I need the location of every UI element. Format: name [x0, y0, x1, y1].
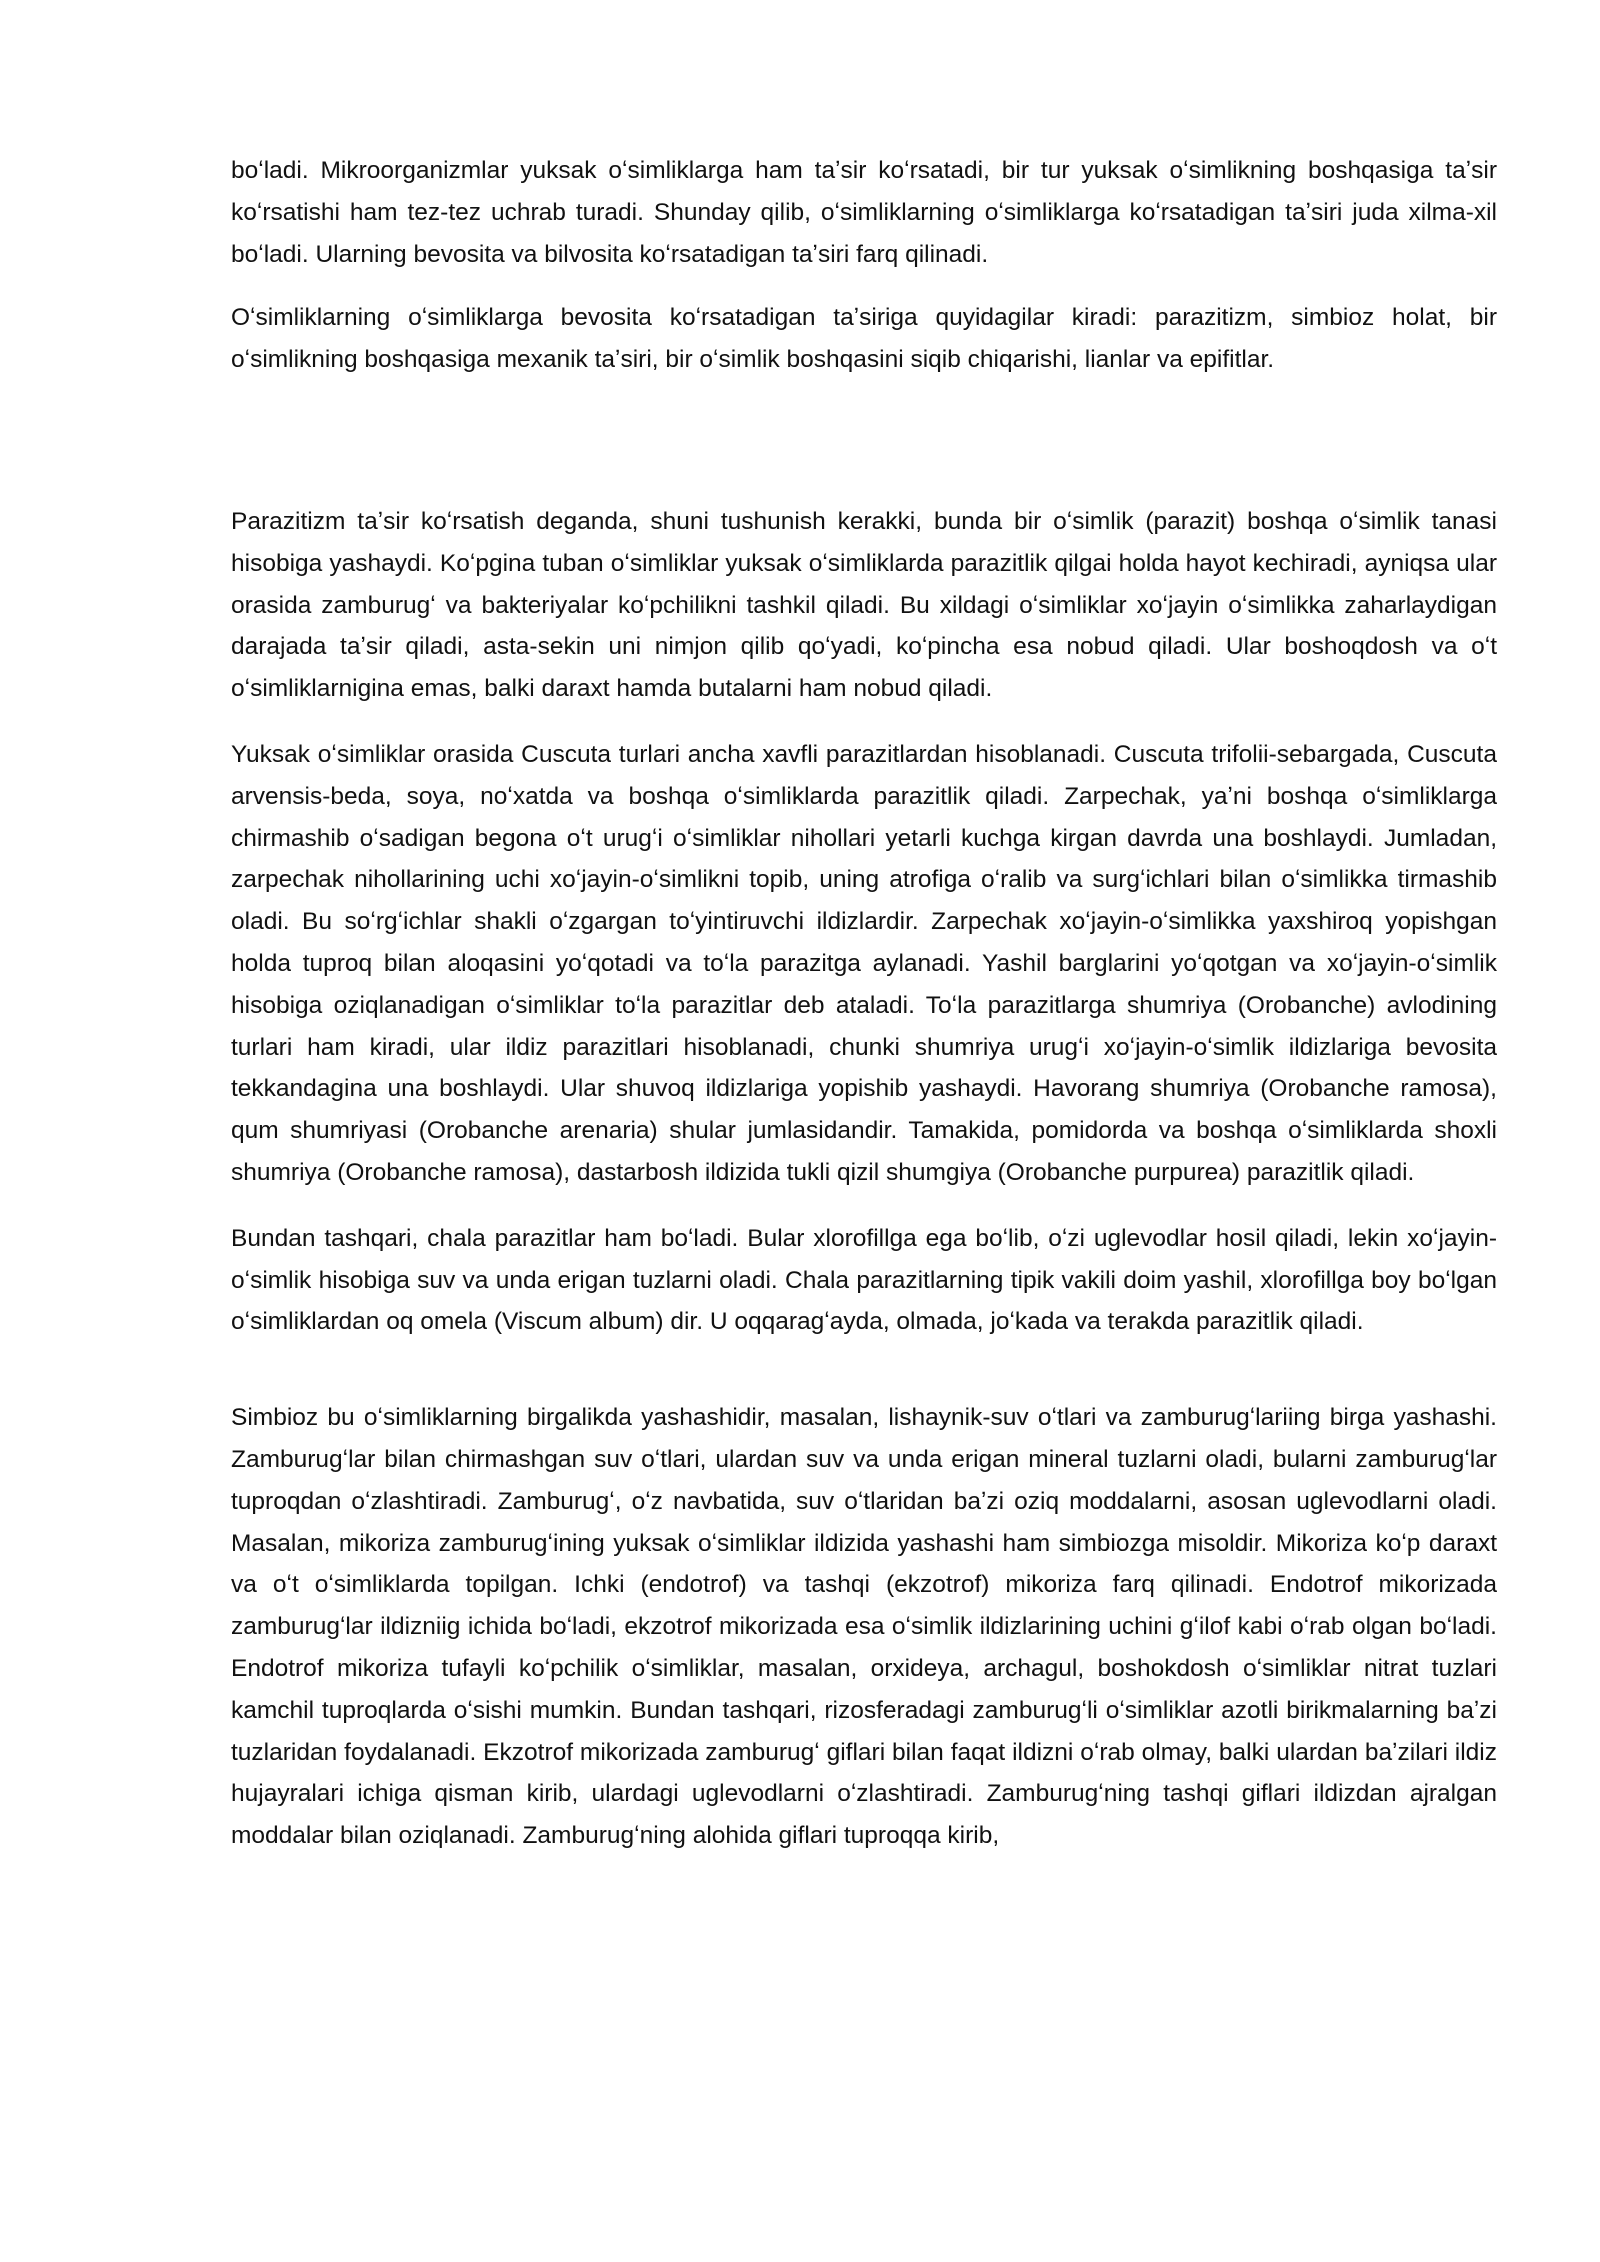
- paragraph-intro: boʻladi. Mikroorganizmlar yuksak oʻsimliklarga ham taʼsir koʻrsatadi, bir tur yuksak oʻsimlikning boshqasiga taʼsir koʻrsatishi ham tez-tez uchrab turadi. Shunday qilib, oʻsimliklarning oʻsimliklarga koʻrsatadigan taʼsiri juda xilma-xil boʻladi. Ularning bevosita va bilvosita koʻrsatadigan taʼsiri farq qilinadi.: [231, 157, 1497, 268]
- paragraph-direct-influence: Oʻsimliklarning oʻsimliklarga bevosita koʻrsatadigan taʼsiriga quyidagilar kiradi: parazitizm, simbioz holat, bir oʻsimlikning boshqasiga mexanik taʼsiri, bir oʻsimlik boshqasini siqib chiqarishi, lianlar va epifitlar.: [231, 304, 1497, 374]
- paragraph-parasitism: Parazitizm taʼsir koʻrsatish deganda, shuni tushunish kerakki, bunda bir oʻsimlik (parazit) boshqa oʻsimlik tanasi hisobiga yashaydi. Koʻpgina tuban oʻsimliklar yuksak oʻsimliklarda parazitlik qilgai holda hayot kechiradi, ayniqsa ular orasida zamburugʻ va bakteriyalar koʻpchilikni tashkil qiladi. Bu xildagi oʻsimliklar xoʻjayin oʻsimlikka zaharlaydigan darajada taʼsir qiladi, asta-sekin uni nimjon qilib qoʻyadi, koʻpincha esa nobud qiladi. Ular boshoqdosh va oʻt oʻsimliklarnigina emas, balki daraxt hamda butalarni ham nobud qiladi.: [231, 507, 1497, 703]
- paragraph-semi-parasites: Bundan tashqari, chala parazitlar ham boʻladi. Bular xlorofillga ega boʻlib, oʻzi uglevodlar hosil qiladi, lekin xoʻjayin-oʻsimlik hisobiga suv va unda erigan tuzlarni oladi. Chala parazitlarning tipik vakili doim yashil, xlorofillga boy boʻlgan oʻsimliklardan oq omela (Viscum album) dir. U oqqaragʻayda, olmada, joʻkada va terakda parazitlik qiladi.: [231, 1224, 1497, 1336]
- document-body: [231, 150, 1497, 1857]
- paragraph-cuscuta: Yuksak oʻsimliklar orasida Cuscuta turlari ancha xavfli parazitlardan hisoblanadi. Cuscuta trifolii-sebargada, Cuscuta arvensis-beda, soya, noʻxatda va boshqa oʻsimliklarda parazitlik qiladi. Zarpechak, yaʼni boshqa oʻsimliklarga chirmashib oʻsadigan begona oʻt urugʻi oʻsimliklar nihollari yetarli kuchga kirgan davrda una boshlaydi. Jumladan, zarpechak nihollarining uchi xoʻjayin-oʻsimlikni topib, uning atrofiga oʻralib va surgʻichlari bilan oʻsimlikka tirmashib oladi. Bu soʻrgʻichlar shakli oʻzgargan toʻyintiruvchi ildizlardir. Zarpechak xoʻjayin-oʻsimlikka yaxshiroq yopishgan holda tuproq bilan aloqasini yoʻqotadi va toʻla parazitga aylanadi. Yashil barglarini yoʻqotgan va xoʻjayin-oʻsimlik hisobiga oziqlanadigan oʻsimliklar toʻla parazitlar deb ataladi. Toʻla parazitlarga shumriya (Orobanche) avlodining turlari ham kiradi, ular ildiz parazitlari hisoblanadi, chunki shumriya urugʻi xoʻjayin-oʻsimlik ildizlariga bevosita tekkandagina una boshlaydi. Ular shuvoq ildizlariga yopishib yashaydi. Havorang shumriya (Orobanche ramosa), qum shumriyasi (Orobanche arenaria) shular jumlasidandir. Tamakida, pomidorda va boshqa oʻsimliklarda shoxli shumriya (Orobanche ramosa), dastarbosh ildizida tukli qizil shumgiya (Orobanche purpurea) parazitlik qiladi.: [231, 740, 1497, 1186]
- paragraph-symbiosis: Simbioz bu oʻsimliklarning birgalikda yashashidir, masalan, lishaynik-suv oʻtlari va zamburugʻlariing birga yashashi. Zamburugʻlar bilan chirmashgan suv oʻtlari, ulardan suv va unda erigan mineral tuzlarni oladi, bularni zamburugʻlar tuproqdan oʻzlashtiradi. Zamburugʻ, oʻz navbatida, suv oʻtlaridan baʼzi oziq moddalarni, asosan uglevodlarni oladi. Masalan, mikoriza zamburugʻining yuksak oʻsimliklar ildizida yashashi ham simbiozga misoldir. Mikoriza koʻp daraxt va oʻt oʻsimliklarda topilgan. Ichki (endotrof) va tashqi (ekzotrof) mikoriza farq qilinadi. Endotrof mikorizada zamburugʻlar ildizniig ichida boʻladi, ekzotrof mikorizada esa oʻsimlik ildizlarining uchini gʻilof kabi oʻrab olgan boʻladi. Endotrof mikoriza tufayli koʻpchilik oʻsimliklar, masalan, orxideya, archagul, boshokdosh oʻsimliklar nitrat tuzlari kamchil tuproqlarda oʻsishi mumkin. Bundan tashqari, rizosferadagi zamburugʻli oʻsimliklar azotli birikmalarning baʼzi tuzlaridan foydalanadi. Ekzotrof mikorizada zamburugʻ giflari bilan faqat ildizni oʻrab olmay, balki ulardan baʼzilari ildiz hujayralari ichiga qisman kirib, ulardagi uglevodlarni oʻzlashtiradi. Zamburugʻning tashqi giflari ildizdan ajralgan moddalar bilan oziqlanadi. Zamburugʻning alohida giflari tuproqqa kirib,: [231, 1404, 1497, 1850]
